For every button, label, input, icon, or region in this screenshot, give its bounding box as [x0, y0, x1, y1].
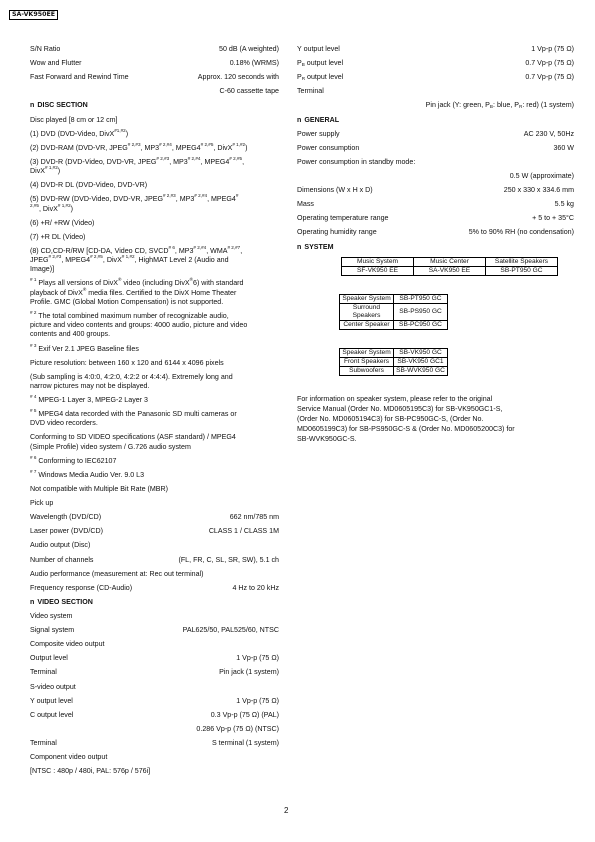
disc-item-7: (7) +R DL (Video) — [30, 232, 86, 241]
spec-row: C-60 cassette tape — [219, 87, 279, 96]
table-cell: Satellite Speakers — [486, 257, 558, 266]
section-heading-disc: n DISC SECTION — [30, 101, 88, 110]
spec-row: Y output level 1 Vp-p (75 Ω) — [30, 696, 279, 705]
spec-row: Terminal Pin jack (1 system) — [30, 668, 279, 677]
table-cell: Music System — [342, 257, 414, 266]
table-row — [340, 303, 448, 320]
spec-row: Pin jack (Y: green, $P_B$: blue, $P_R$: red) (1 system) — [425, 101, 574, 110]
paragraph: S-video output — [30, 682, 76, 691]
table-row — [342, 257, 558, 266]
table-cell: Subwoofers — [340, 366, 394, 375]
spec-row: C output level 0.3 Vp-p (75 Ω) (PAL) — [30, 710, 279, 719]
front-speaker-table — [339, 348, 448, 376]
table-row — [340, 357, 448, 366]
section-heading-video: n VIDEO SECTION — [30, 597, 93, 606]
footnote-2: $^{\# 2}$ The total combined maximum number of recognizable audio, picture and video contents and groups: 4000 audio, picture and video contents and 400 groups. — [30, 309, 248, 339]
section-heading-system: n SYSTEM — [297, 242, 334, 251]
paragraph: Audio performance (measurement at: Rec out terminal) — [30, 569, 204, 578]
paragraph: Composite video output — [30, 640, 105, 649]
right-column — [297, 45, 574, 444]
table-cell: Music Center — [414, 257, 486, 266]
footnote-1: $^{\# 1}$ Plays all versions of DivX® video (including DivX®6) with standard playback of DivX® media files. Certified to the DivX Home Theater Profile. GMC (Global Motion Compensation) is not supported. — [30, 277, 244, 306]
table-cell: Speaker System — [340, 294, 394, 303]
satellite-speaker-table — [339, 294, 448, 330]
spec-row: Laser power (DVD/CD) CLASS 1 / CLASS 1M — [30, 527, 279, 536]
spec-row: Frequency response (CD-Audio) 4 Hz to 20 kHz — [30, 583, 279, 592]
spec-row: $P_B$ output level 0.7 Vp-p (75 Ω) — [297, 59, 574, 68]
table-cell: SF-VK950 EE — [342, 266, 414, 275]
table-cell: Front Speakers — [340, 357, 394, 366]
paragraph: Not compatible with Multiple Bit Rate (MBR) — [30, 485, 168, 494]
spec-row: Wow and Flutter 0.18% (WRMS) — [30, 59, 279, 68]
disc-item-4: (4) DVD-R DL (DVD-Video, DVD-VR) — [30, 181, 148, 190]
spec-row: S/N Ratio 50 dB (A weighted) — [30, 45, 279, 53]
table-cell: SA-VK950 EE — [414, 266, 486, 275]
spec-row: Signal system PAL625/50, PAL525/60, NTSC — [30, 626, 279, 635]
spec-row: 0.286 Vp-p (75 Ω) (NTSC) — [196, 724, 279, 733]
music-system-table — [341, 257, 558, 276]
paragraph: [NTSC : 480p / 480i, PAL: 576p / 576i] — [30, 767, 151, 776]
disc-item-8: (8) CD,CD-R/RW [CD-DA, Video CD, SVCD$^{\# 6}$, $MP3^{\# 2,\#4}$, $WMA^{\# 2,\#7}$, $JPEG^{\# 2,\#3}$, $MPEG4^{\# 2,\#5}$, DivX$^{\# 1,\#2}$, HighMAT Level 2 (Audio and Image)] — [30, 244, 243, 274]
paragraph: Terminal — [297, 87, 324, 96]
page-number: 2 — [284, 806, 289, 815]
spec-row: $P_R$ output level 0.7 Vp-p (75 Ω) — [297, 73, 574, 82]
disc-item-1: (1) DVD (DVD-Video, DivX$^{\#1,\#2}$) — [30, 127, 129, 138]
paragraph: Audio output (Disc) — [30, 541, 91, 550]
paragraph: Disc played [8 cm or 12 cm] — [30, 115, 118, 124]
table-row — [340, 320, 448, 329]
table-cell: Speaker System — [340, 348, 394, 357]
table-cell: Surround Speakers — [340, 303, 394, 320]
paragraph: Video system — [30, 612, 73, 621]
table-cell: SB-VK950 GC — [394, 348, 448, 357]
table-cell: SB-WVK950 GC — [394, 366, 448, 375]
spec-row: Number of channels (FL, FR, C, SL, SR, SW), 5.1 ch — [30, 555, 279, 564]
left-column — [30, 45, 279, 781]
table-cell: SB-PC950 GC — [394, 320, 448, 329]
speaker-note: For information on speaker system, please refer to the original Service Manual (Order No. MD0605195C3) for SB-VK950GC1-S, (Order No. MD0605194C3) for SB-PC950GC-S, (Order No. MD0605199C3) for SB-PS950GC-S & (Order No. MD0605200C3) for SB-WVK950GC-S. — [297, 394, 515, 443]
table-row — [340, 366, 448, 375]
spec-row: Operating humidity range 5% to 90% RH (no condensation) — [297, 228, 574, 237]
paragraph: Pick up — [30, 499, 54, 508]
model-tag: SA-VK950EE — [9, 10, 58, 20]
paragraph: (Sub sampling is 4:0:0, 4:2:0, 4:2:2 or 4:4:4). Extremely long and narrow pictures may not be displayed. — [30, 372, 233, 390]
table-cell: SB-PT950 GC — [394, 294, 448, 303]
spec-row: Terminal S terminal (1 system) — [30, 739, 279, 747]
spec-row: Mass 5.5 kg — [297, 200, 574, 209]
table-row — [340, 348, 448, 357]
table-cell: SB-VK950 GC1 — [394, 357, 448, 366]
footnote-4: $^{\# 4}$ MPEG-1 Layer 3, MPEG-2 Layer 3 — [30, 394, 148, 405]
footnote-7: $^{\# 7}$ Windows Media Audio Ver. 9.0 L3 — [30, 468, 145, 479]
footnote-5: $^{\# 5}$ MPEG4 data recorded with the Panasonic SD multi cameras or DVD video recorders. — [30, 408, 237, 428]
paragraph: Conforming to SD VIDEO specifications (ASF standard) / MPEG4 (Simple Profile) video system / G.726 audio system — [30, 433, 236, 451]
spec-row: Operating temperature range + 5 to + 35°C — [297, 214, 574, 223]
disc-item-5: (5) DVD-RW (DVD-Video, DVD-VR, $JPEG^{\# 2,\#3}$, $MP3^{\# 2,\#4}$, MPEG4# $^{2,\#5}$, DivX$^{\# 1,\#2}$) — [30, 193, 239, 213]
spec-row: Fast Forward and Rewind Time Approx. 120 seconds with — [30, 73, 279, 82]
table-row — [342, 266, 558, 275]
paragraph: Component video output — [30, 753, 108, 762]
table-cell: Center Speaker — [340, 320, 394, 329]
spec-row: Wavelength (DVD/CD) 662 nm/785 nm — [30, 513, 279, 522]
footnote-3: $^{\# 3}$ Exif Ver 2.1 JPEG Baseline files — [30, 342, 139, 353]
table-cell: SB-PT950 GC — [486, 266, 558, 275]
table-row — [340, 294, 448, 303]
spec-row: 0.5 W (approximate) — [509, 171, 574, 180]
spec-row: Power consumption 360 W — [297, 143, 574, 152]
disc-item-6: (6) +R/ +RW (Video) — [30, 218, 95, 227]
disc-item-3: (3) DVD-R (DVD-Video, DVD-VR, $JPEG^{\# 2,\#3}$, $MP3^{\# 2,\#4}$, $MPEG4^{\# 2,\#5}$, DivX$^{\# 1,\#2}$) — [30, 155, 245, 176]
spec-row: Dimensions (W x H x D) 250 x 330 x 334.6 mm — [297, 186, 574, 195]
spec-row: Output level 1 Vp-p (75 Ω) — [30, 654, 279, 663]
footnote-6: $^{\# 6}$ Conforming to IEC62107 — [30, 454, 117, 465]
disc-item-2: (2) DVD-RAM (DVD-VR, $JPEG^{\# 2,\#3}$, $MP3^{\# 2,\#4}$, $MPEG4^{\# 2,\#5}$, DivX$^{\# 1,\#2}$) — [30, 141, 248, 152]
paragraph: Power consumption in standby mode: — [297, 157, 416, 166]
spec-row: Power supply AC 230 V, 50Hz — [297, 129, 574, 138]
spec-row: Y output level 1 Vp-p (75 Ω) — [297, 45, 574, 53]
table-cell: SB-PS950 GC — [394, 303, 448, 320]
section-heading-general: n GENERAL — [297, 115, 340, 124]
paragraph: Picture resolution: between 160 x 120 and 6144 x 4096 pixels — [30, 358, 224, 367]
